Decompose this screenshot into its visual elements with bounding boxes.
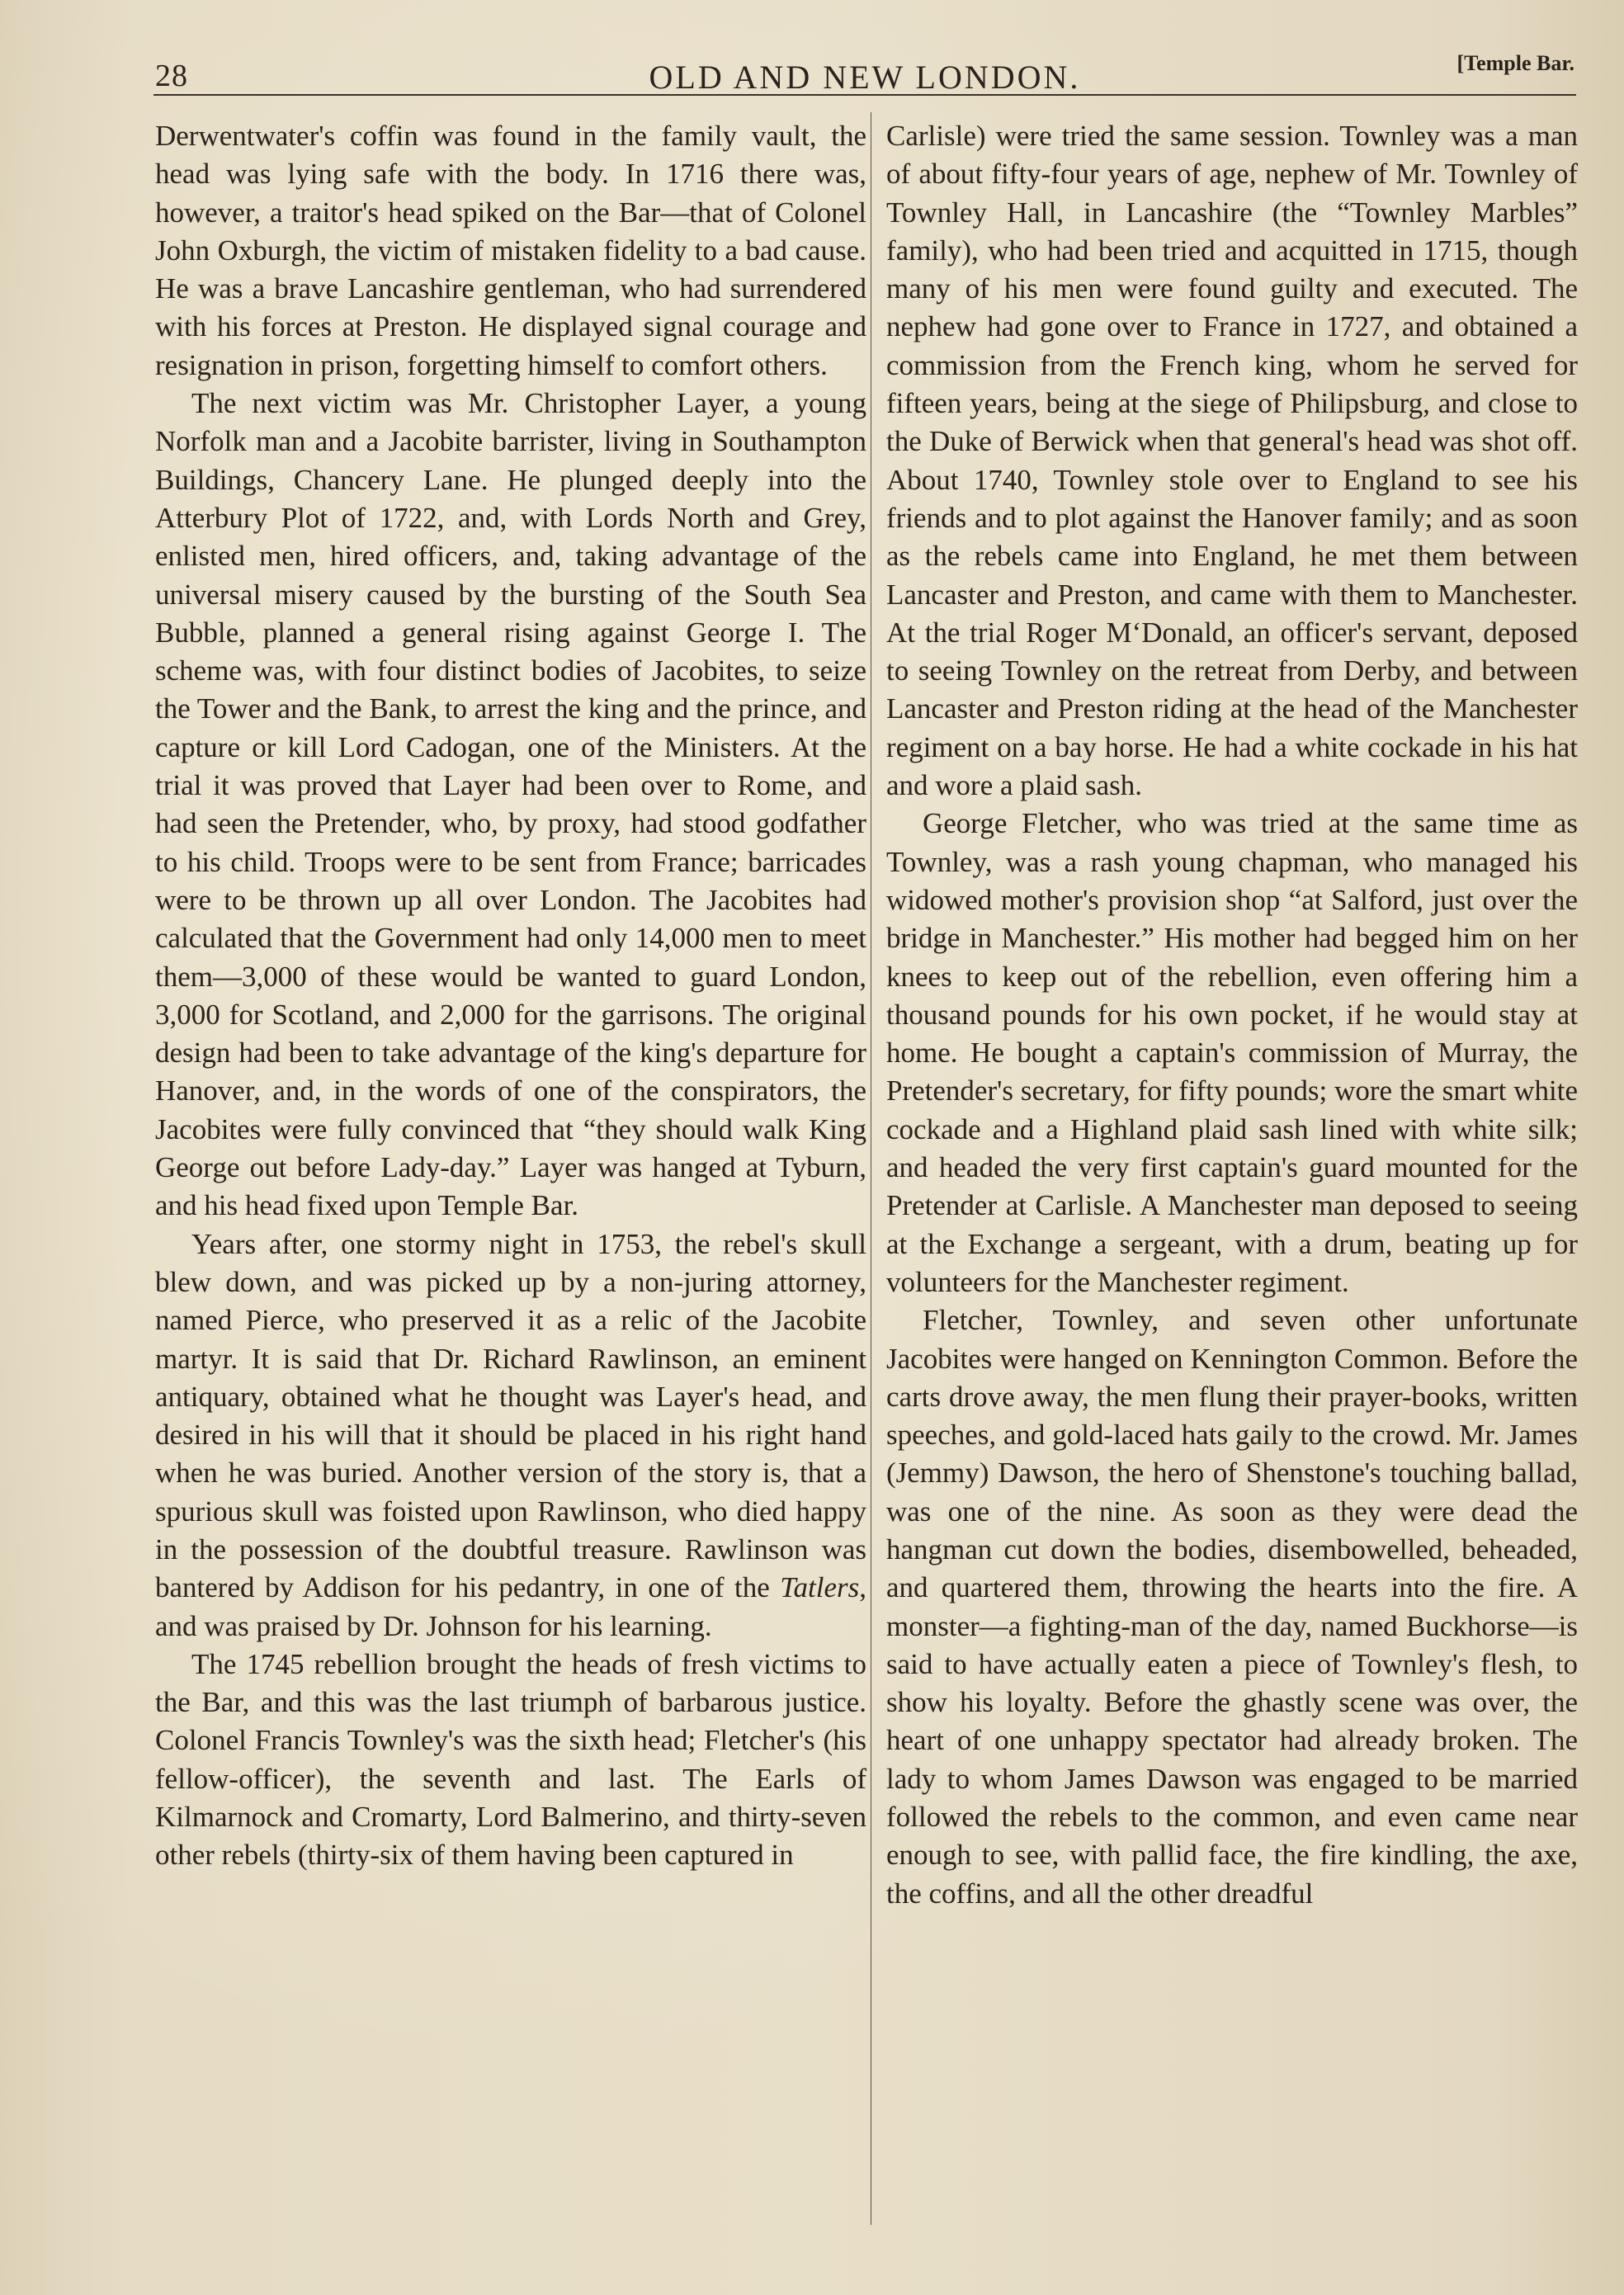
left-column [155, 117, 866, 1875]
paragraph: Derwentwater's coffin was found in the family vault, the head was lying safe with the body. In 1716 there was, however, a traitor's head spiked on the Bar—that of Colonel John Oxburgh, the victim of mistaken fidelity to a bad cause. He was a brave Lancashire gentleman, who had surrendered with his forces at Preston. He displayed signal courage and resignation in prison, forgetting himself to comfort others. [155, 120, 866, 381]
paragraph: The 1745 rebellion brought the heads of fresh victims to the Bar, and this was the last triumph of barbarous justice. Colonel Francis Townley's was the sixth head; Fletcher's (his fellow-officer), the seventh and last. The Earls of Kilmarnock and Cromarty, Lord Balmerino, and thirty-seven other rebels (thirty-six of them having been captured in [155, 1647, 866, 1872]
running-title: OLD AND NEW LONDON. [649, 59, 1081, 96]
page-header [155, 51, 1574, 96]
page-number: 28 [155, 59, 188, 93]
paragraph-text-end: , and was praised by Dr. Johnson for his learning. [155, 1571, 866, 1642]
paragraph-text: Years after, one stormy night in 1753, the rebel's skull blew down, and was picked up by a non-juring attorney, named Pierce, who preserved it as a relic of the Jacobite martyr. It is said that Dr. Richard Rawlinson, an eminent antiquary, obtained what he thought was Layer's head, and desired in his will that it should be placed in his right hand when he was buried. Another version of the story is, that a spurious skull was foisted upon Rawlinson, who died happy in the possession of the doubtful treasure. Rawlinson was bantered by Addison for his pedantry, in one of the [155, 1227, 866, 1604]
section-label: [Temple Bar. [1456, 51, 1574, 75]
right-column [886, 117, 1578, 1913]
paragraph: Carlisle) were tried the same session. Townley was a man of about fifty-four years of age, nephew of Mr. Townley of Townley Hall, in Lancashire (the “Townley Marbles” family), who had been tried and acquitted in 1715, though many of his men were found guilty and executed. The nephew had gone over to France in 1727, and obtained a commission from the French king, whom he served for fifteen years, being at the siege of Philipsburg, and close to the Duke of Berwick when that general's head was shot off. About 1740, Townley stole over to England to see his friends and to plot against the Hanover family; and as soon as the rebels came into England, he met them between Lancaster and Preston, and came with them to Manchester. At the trial Roger M‘Donald, an officer's servant, deposed to seeing Townley on the retreat from Derby, and between Lancaster and Preston riding at the head of the Manchester regiment on a bay horse. He had a white cockade in his hat and wore a plaid sash. [886, 120, 1578, 802]
paragraph [155, 1225, 866, 1646]
paragraph: Fletcher, Townley, and seven other unfortunate Jacobites were hanged on Kennington Common. Before the carts drove away, the men flung their prayer-books, written speeches, and gold-laced hats gaily to the crowd. Mr. James (Jemmy) Dawson, the hero of Shenstone's touching ballad, was one of the nine. As soon as they were dead the hangman cut down the bodies, disembowelled, beheaded, and quartered them, throwing the hearts into the fire. A monster—a fighting-man of the day, named Buckhorse—is said to have actually eaten a piece of Townley's flesh, to show his loyalty. Before the ghastly scene was over, the heart of one unhappy spectator had already broken. The lady to whom James Dawson was engaged to be married followed the rebels to the common, and even came near enough to see, with pallid face, the fire kindling, the axe, the coffins, and all the other dreadful [886, 1304, 1578, 1910]
paragraph: George Fletcher, who was tried at the same time as Townley, was a rash young chapman, who managed his widowed mother's provision shop “at Salford, just over the bridge in Manchester.” His mother had begged him on her knees to keep out of the rebellion, even offering him a thousand pounds for his own pocket, if he would stay at home. He bought a captain's commission of Murray, the Pretender's secretary, for fifty pounds; wore the smart white cockade and a Highland plaid sash lined with white silk; and headed the very first captain's guard mounted for the Pretender at Carlisle. A Manchester man deposed to seeing at the Exchange a sergeant, with a drum, beating up for volunteers for the Manchester regiment. [886, 807, 1578, 1298]
header-rule [153, 94, 1576, 96]
tatlers-title: Tatlers [780, 1571, 860, 1604]
paragraph: The next victim was Mr. Christopher Layer, a young Norfolk man and a Jacobite barrister, living in Southampton Buildings, Chancery Lane. He plunged deeply into the Atterbury Plot of 1722, and, with Lords North and Grey, enlisted men, hired officers, and, taking advantage of the universal misery caused by the bursting of the South Sea Bubble, planned a general rising against George I. The scheme was, with four distinct bodies of Jacobites, to seize the Tower and the Bank, to arrest the king and the prince, and capture or kill Lord Cadogan, one of the Ministers. At the trial it was proved that Layer had been over to Rome, and had seen the Pretender, who, by proxy, had stood godfather to his child. Troops were to be sent from France; barricades were to be thrown up all over London. The Jacobites had calculated that the Government had only 14,000 men to meet them—3,000 of these would be wanted to guard London, 3,000 for Scotland, and 2,000 for the garrisons. The original design had been to take advantage of the king's departure for Hanover, and, in the words of one of the conspirators, the Jacobites were fully convinced that “they should walk King George out before Lady-day.” Layer was hanged at Tyburn, and his head fixed upon Temple Bar. [155, 387, 866, 1222]
